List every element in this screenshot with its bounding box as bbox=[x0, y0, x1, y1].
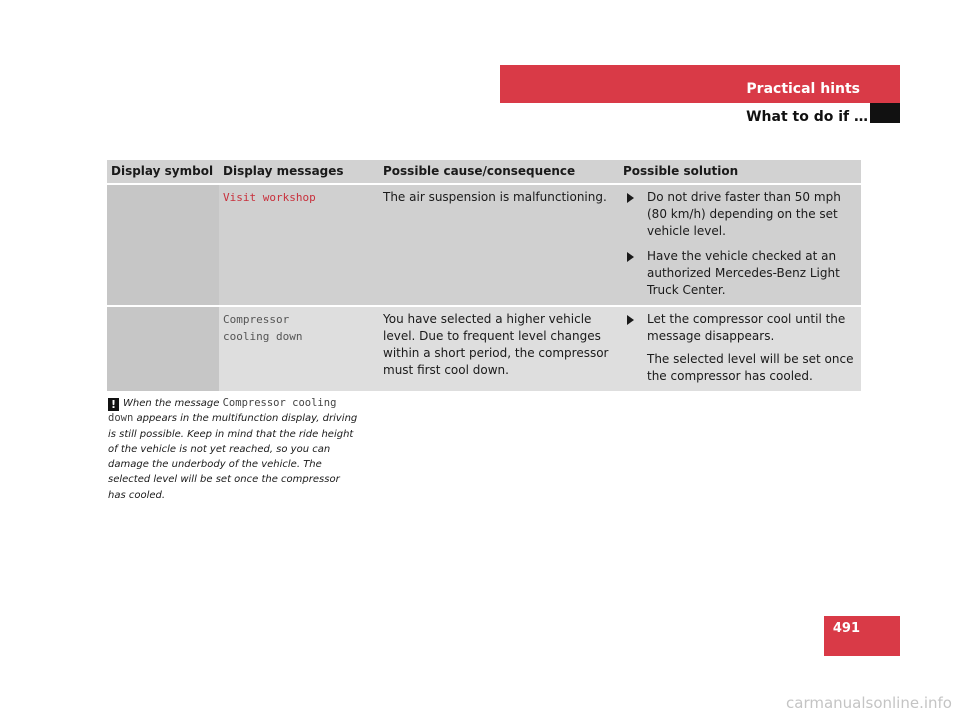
bullet-triangle-icon bbox=[627, 193, 634, 203]
column-header-solution: Possible solution bbox=[619, 160, 861, 184]
solution-item bbox=[623, 311, 857, 345]
watermark: carmanualsonline.info bbox=[786, 694, 952, 712]
solution-cell bbox=[619, 184, 861, 306]
table-row bbox=[107, 306, 861, 391]
display-symbol-cell bbox=[107, 184, 219, 306]
cause-cell: The air suspension is malfunctioning. bbox=[379, 184, 619, 306]
section-tab-marker bbox=[870, 103, 900, 123]
solution-item bbox=[623, 189, 857, 240]
display-symbol-cell bbox=[107, 306, 219, 391]
note-prefix: When the message bbox=[123, 398, 223, 409]
section-title: Practical hints bbox=[746, 81, 860, 97]
bullet-triangle-icon bbox=[627, 315, 634, 325]
cause-cell: You have selected a higher vehicle level. Due to frequent level changes within a short period, the compressor must first cool down. bbox=[379, 306, 619, 391]
display-messages-table bbox=[107, 160, 861, 391]
page-number-box bbox=[824, 616, 900, 656]
display-message-text: Visit workshop bbox=[223, 191, 316, 204]
warning-note bbox=[108, 396, 358, 503]
column-header-messages: Display messages bbox=[219, 160, 379, 184]
solution-text: Let the compressor cool until the message disappears. bbox=[647, 312, 846, 343]
column-header-cause: Possible cause/consequence bbox=[379, 160, 619, 184]
display-message-line: cooling down bbox=[223, 330, 303, 343]
table-row bbox=[107, 184, 861, 306]
solution-text: Do not drive faster than 50 mph (80 km/h) depending on the set vehicle level. bbox=[647, 190, 841, 238]
display-message-cell bbox=[219, 184, 379, 306]
page-number: 491 bbox=[832, 621, 860, 636]
section-subtitle: What to do if … bbox=[746, 109, 868, 125]
solution-item bbox=[623, 248, 857, 299]
solution-cell bbox=[619, 306, 861, 391]
column-header-symbol: Display symbol bbox=[107, 160, 219, 184]
note-text: appears in the multifunction display, driving is still possible. Keep in mind that the ride height of the vehicle is not yet reached, so you can damage the underbody of the vehicle. The selected level will be set once the compressor has cooled. bbox=[108, 413, 358, 501]
bullet-triangle-icon bbox=[627, 252, 634, 262]
note-code: Compressor cooling down bbox=[108, 397, 337, 425]
solution-text: Have the vehicle checked at an authorized Mercedes-Benz Light Truck Center. bbox=[647, 249, 840, 297]
exclamation-icon: ! bbox=[108, 398, 119, 411]
display-message-cell bbox=[219, 306, 379, 391]
table-header-row bbox=[107, 160, 861, 184]
solution-note: The selected level will be set once the compressor has cooled. bbox=[647, 352, 854, 383]
display-message-line: Compressor bbox=[223, 313, 290, 326]
header-band bbox=[500, 65, 900, 103]
